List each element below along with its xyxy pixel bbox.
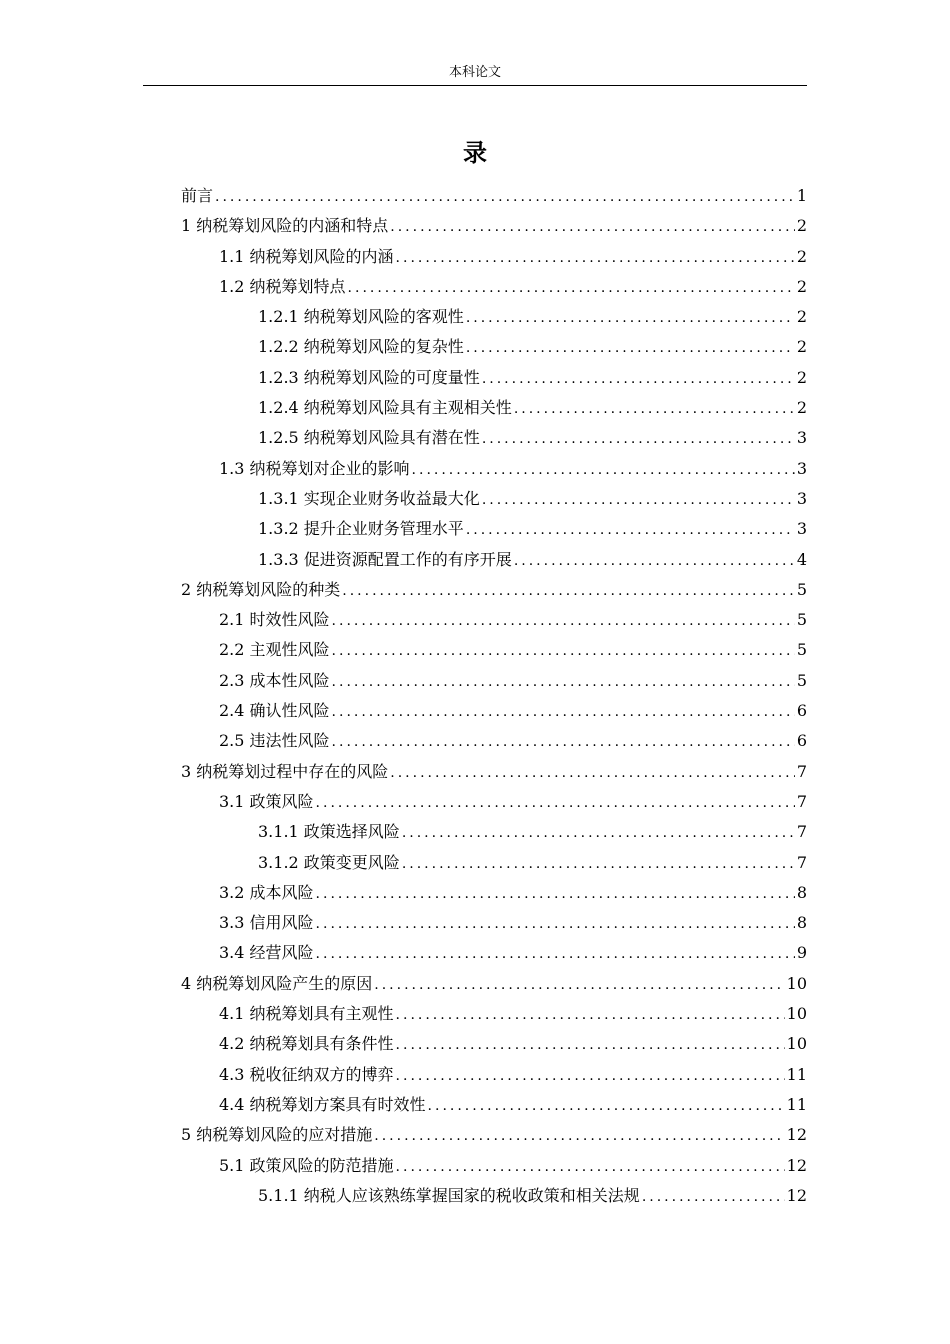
toc-entry-page: 11	[786, 1064, 807, 1084]
toc-dot-leader	[428, 1091, 785, 1121]
toc-entry-label: 1.2.3 纳税筹划风险的可度量性	[258, 367, 480, 387]
toc-dot-leader	[482, 485, 795, 515]
page-header: 本科论文	[448, 65, 501, 80]
toc-dot-leader	[482, 424, 795, 454]
toc-entry-label: 1 纳税筹划风险的内涵和特点	[181, 216, 389, 236]
toc-dot-leader	[466, 515, 795, 545]
toc-entry-label: 1.3 纳税筹划对企业的影响	[219, 458, 410, 478]
toc-entry-label: 4.1 纳税筹划具有主观性	[219, 1004, 394, 1024]
toc-dot-leader	[316, 879, 795, 909]
toc-entry[interactable]	[181, 817, 807, 847]
toc-entry[interactable]	[181, 514, 807, 544]
toc-entry[interactable]	[181, 423, 807, 453]
toc-entry-label: 4.2 纳税筹划具有条件性	[219, 1034, 394, 1054]
toc-dot-leader	[402, 849, 795, 879]
toc-dot-leader	[412, 455, 795, 485]
toc-entry-page: 9	[796, 943, 807, 963]
toc-entry-label: 3.1 政策风险	[219, 791, 314, 811]
toc-entry-page: 5	[796, 610, 807, 630]
toc-entry-page: 7	[796, 822, 807, 842]
table-of-contents	[181, 181, 807, 1211]
toc-entry[interactable]	[181, 696, 807, 726]
header-rule	[143, 85, 807, 86]
toc-entry-page: 10	[786, 973, 807, 993]
toc-entry-label: 2.3 成本性风险	[219, 670, 330, 690]
toc-entry-page: 11	[786, 1094, 807, 1114]
toc-entry-label: 2.1 时效性风险	[219, 610, 330, 630]
toc-entry-label: 1.3.3 促进资源配置工作的有序开展	[258, 549, 512, 569]
toc-dot-leader	[642, 1182, 785, 1212]
toc-entry[interactable]	[181, 242, 807, 272]
toc-entry[interactable]	[181, 1151, 807, 1181]
toc-dot-leader	[514, 546, 795, 576]
toc-dot-leader	[332, 636, 795, 666]
toc-entry-label: 5.1.1 纳税人应该熟练掌握国家的税收政策和相关法规	[258, 1185, 640, 1205]
toc-dot-leader	[390, 212, 795, 242]
toc-entry-page: 7	[796, 852, 807, 872]
toc-dot-leader	[514, 394, 795, 424]
toc-dot-leader	[342, 576, 795, 606]
toc-entry-label: 5.1 政策风险的防范措施	[219, 1155, 394, 1175]
toc-entry[interactable]	[181, 484, 807, 514]
toc-entry-page: 7	[796, 761, 807, 781]
toc-entry[interactable]	[181, 605, 807, 635]
toc-entry[interactable]	[181, 393, 807, 423]
toc-entry-page: 12	[786, 1125, 807, 1145]
toc-entry[interactable]	[181, 969, 807, 999]
toc-entry[interactable]	[181, 1181, 807, 1211]
toc-dot-leader	[316, 909, 795, 939]
toc-dot-leader	[215, 182, 795, 212]
toc-entry[interactable]	[181, 1090, 807, 1120]
toc-entry[interactable]	[181, 575, 807, 605]
toc-entry-label: 4.3 税收征纳双方的博弈	[219, 1064, 394, 1084]
toc-entry-page: 1	[796, 186, 807, 205]
toc-dot-leader	[332, 727, 795, 757]
toc-entry-label: 1.3.1 实现企业财务收益最大化	[258, 488, 480, 508]
toc-entry-label: 3.1.2 政策变更风险	[258, 852, 400, 872]
toc-entry-page: 10	[786, 1034, 807, 1054]
toc-entry-page: 3	[796, 488, 807, 508]
toc-entry[interactable]	[181, 999, 807, 1029]
toc-entry-label: 3 纳税筹划过程中存在的风险	[181, 761, 389, 781]
toc-dot-leader	[396, 1152, 785, 1182]
toc-entry-label: 2 纳税筹划风险的种类	[181, 579, 341, 599]
toc-entry-page: 5	[796, 579, 807, 599]
toc-entry-page: 2	[796, 246, 807, 266]
toc-entry-page: 2	[796, 367, 807, 387]
toc-entry-label: 1.2.4 纳税筹划风险具有主观相关性	[258, 398, 512, 418]
toc-entry[interactable]	[181, 272, 807, 302]
toc-entry[interactable]	[181, 302, 807, 332]
toc-entry-page: 6	[796, 731, 807, 751]
toc-entry-label: 1.2.1 纳税筹划风险的客观性	[258, 307, 464, 327]
toc-dot-leader	[374, 1121, 784, 1151]
toc-entry-page: 2	[796, 337, 807, 357]
toc-entry-page: 2	[796, 307, 807, 327]
toc-entry[interactable]	[181, 211, 807, 241]
toc-entry-label: 3.1.1 政策选择风险	[258, 822, 400, 842]
toc-entry-page: 8	[796, 913, 807, 933]
toc-entry[interactable]	[181, 1060, 807, 1090]
toc-entry-label: 1.3.2 提升企业财务管理水平	[258, 519, 464, 539]
toc-entry[interactable]	[181, 181, 807, 211]
toc-dot-leader	[482, 364, 795, 394]
toc-entry-label: 1.1 纳税筹划风险的内涵	[219, 246, 394, 266]
toc-entry-label: 1.2.5 纳税筹划风险具有潜在性	[258, 428, 480, 448]
toc-title: 录	[463, 139, 487, 167]
toc-entry-page: 4	[796, 549, 807, 569]
toc-entry-page: 2	[796, 398, 807, 418]
toc-entry-label: 2.5 违法性风险	[219, 731, 330, 751]
toc-dot-leader	[374, 970, 784, 1000]
toc-dot-leader	[348, 273, 795, 303]
toc-entry-page: 2	[796, 276, 807, 296]
toc-dot-leader	[466, 333, 795, 363]
toc-entry-page: 10	[786, 1004, 807, 1024]
toc-entry-page: 5	[796, 640, 807, 660]
toc-dot-leader	[396, 1000, 785, 1030]
toc-dot-leader	[402, 818, 795, 848]
toc-entry-page: 5	[796, 670, 807, 690]
toc-entry-label: 3.3 信用风险	[219, 913, 314, 933]
toc-entry[interactable]	[181, 666, 807, 696]
toc-entry-page: 3	[796, 458, 807, 478]
toc-entry[interactable]	[181, 878, 807, 908]
toc-entry[interactable]	[181, 757, 807, 787]
toc-entry-page: 12	[786, 1155, 807, 1175]
toc-dot-leader	[316, 788, 795, 818]
toc-entry-page: 6	[796, 701, 807, 721]
toc-entry[interactable]	[181, 1029, 807, 1059]
toc-dot-leader	[396, 1061, 785, 1091]
toc-entry-page: 8	[796, 882, 807, 902]
toc-entry-label: 1.2 纳税筹划特点	[219, 276, 346, 296]
toc-dot-leader	[316, 939, 795, 969]
toc-entry-page: 3	[796, 428, 807, 448]
toc-entry[interactable]	[181, 726, 807, 756]
toc-entry[interactable]	[181, 635, 807, 665]
toc-dot-leader	[396, 243, 795, 273]
toc-entry[interactable]	[181, 938, 807, 968]
toc-dot-leader	[332, 667, 795, 697]
toc-entry-label: 前言	[181, 186, 214, 205]
toc-entry-label: 3.2 成本风险	[219, 882, 314, 902]
toc-entry-label: 1.2.2 纳税筹划风险的复杂性	[258, 337, 464, 357]
toc-entry-page: 3	[796, 519, 807, 539]
toc-dot-leader	[332, 606, 795, 636]
toc-entry-page: 7	[796, 791, 807, 811]
toc-entry-page: 2	[796, 216, 807, 236]
toc-entry-label: 4.4 纳税筹划方案具有时效性	[219, 1094, 426, 1114]
toc-entry-label: 2.2 主观性风险	[219, 640, 330, 660]
toc-dot-leader	[332, 697, 795, 727]
toc-entry-label: 2.4 确认性风险	[219, 701, 330, 721]
toc-dot-leader	[466, 303, 795, 333]
toc-entry[interactable]	[181, 363, 807, 393]
toc-dot-leader	[390, 758, 795, 788]
toc-entry[interactable]	[181, 545, 807, 575]
toc-entry[interactable]	[181, 332, 807, 362]
toc-entry[interactable]	[181, 908, 807, 938]
toc-entry[interactable]	[181, 787, 807, 817]
toc-entry-label: 3.4 经营风险	[219, 943, 314, 963]
toc-entry-label: 4 纳税筹划风险产生的原因	[181, 973, 373, 993]
toc-entry-label: 5 纳税筹划风险的应对措施	[181, 1125, 373, 1145]
toc-dot-leader	[396, 1030, 785, 1060]
toc-entry[interactable]	[181, 1120, 807, 1150]
toc-entry-page: 12	[786, 1185, 807, 1205]
toc-entry[interactable]	[181, 848, 807, 878]
toc-entry[interactable]	[181, 454, 807, 484]
